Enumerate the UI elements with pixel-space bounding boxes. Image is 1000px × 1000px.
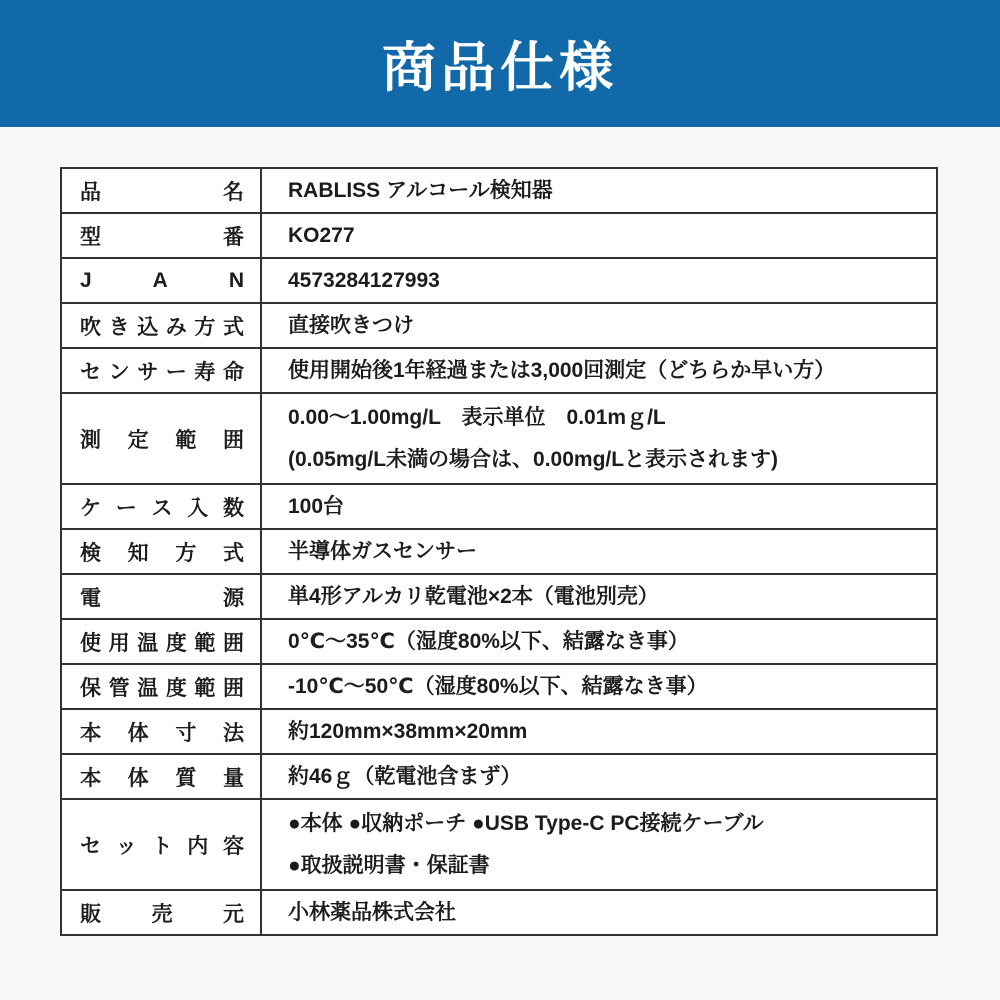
spec-value-line: 約120mm×38mm×20mm (288, 719, 528, 743)
spec-value-line: (0.05mg/L未満の場合は、0.00mg/Lと表示されます) (288, 447, 779, 471)
spec-value-product-name (262, 169, 936, 212)
spec-value-line: 半導体ガスセンサー (288, 539, 477, 563)
spec-value-set-contents (262, 800, 936, 889)
spec-row-storage-temp (62, 665, 936, 710)
spec-row-body-weight (62, 755, 936, 800)
spec-label-sensor-life: セ ン サ ー 寿 命 (62, 349, 262, 392)
spec-value-detection-method (262, 530, 936, 573)
spec-value-line: 使用開始後1年経過または3,000回測定（どちらか早い方） (288, 358, 836, 382)
spec-value-line: 0℃～35℃（湿度80%以下、結露なき事） (288, 629, 689, 653)
spec-row-set-contents (62, 800, 936, 891)
spec-value-line: 0.00～1.00mg/L 表示単位 0.01mｇ/L (288, 405, 666, 429)
spec-value-line: 4573284127993 (288, 268, 440, 292)
spec-value-seller (262, 891, 936, 934)
spec-value-body-weight (262, 755, 936, 798)
spec-row-product-name (62, 169, 936, 214)
spec-label-power-source: 電 源 (62, 575, 262, 618)
spec-row-seller (62, 891, 936, 934)
spec-value-sensor-life (262, 349, 936, 392)
spec-table (60, 167, 938, 936)
spec-value-line: ●本体 ●収納ポーチ ●USB Type-C PC接続ケーブル (288, 811, 764, 835)
spec-value-line: 約46ｇ（乾電池含まず） (288, 764, 522, 788)
spec-label-operating-temp: 使 用 温 度 範 囲 (62, 620, 262, 663)
spec-value-line: KO277 (288, 223, 355, 247)
header-banner (0, 0, 1000, 127)
spec-value-jan-code (262, 259, 936, 302)
spec-value-line: 単4形アルカリ乾電池×2本（電池別売） (288, 584, 659, 608)
spec-label-detection-method: 検 知 方 式 (62, 530, 262, 573)
spec-label-model-number: 型 番 (62, 214, 262, 257)
spec-value-measure-range (262, 394, 936, 483)
spec-value-line: 直接吹きつけ (288, 313, 414, 337)
spec-value-model-number (262, 214, 936, 257)
spec-label-body-weight: 本 体 質 量 (62, 755, 262, 798)
spec-label-seller: 販 売 元 (62, 891, 262, 934)
spec-label-case-quantity: ケ ー ス 入 数 (62, 485, 262, 528)
spec-row-operating-temp (62, 620, 936, 665)
spec-value-line: RABLISS アルコール検知器 (288, 178, 553, 202)
spec-value-line: -10℃～50℃（湿度80%以下、結露なき事） (288, 674, 708, 698)
page-title: 商品仕様 (382, 38, 618, 98)
spec-row-case-quantity (62, 485, 936, 530)
spec-row-sensor-life (62, 349, 936, 394)
spec-label-measure-range: 測 定 範 囲 (62, 394, 262, 483)
spec-row-blow-method (62, 304, 936, 349)
spec-value-case-quantity (262, 485, 936, 528)
spec-value-line: ●取扱説明書・保証書 (288, 853, 490, 877)
spec-value-storage-temp (262, 665, 936, 708)
spec-value-body-dimensions (262, 710, 936, 753)
spec-value-power-source (262, 575, 936, 618)
spec-value-line: 小林薬品株式会社 (288, 900, 456, 924)
spec-row-model-number (62, 214, 936, 259)
spec-label-jan-code: J A N (62, 259, 262, 302)
spec-label-product-name: 品 名 (62, 169, 262, 212)
spec-row-jan-code (62, 259, 936, 304)
spec-label-storage-temp: 保 管 温 度 範 囲 (62, 665, 262, 708)
spec-value-blow-method (262, 304, 936, 347)
spec-value-operating-temp (262, 620, 936, 663)
spec-label-blow-method: 吹 き 込 み 方 式 (62, 304, 262, 347)
spec-row-detection-method (62, 530, 936, 575)
spec-row-body-dimensions (62, 710, 936, 755)
spec-value-line: 100台 (288, 494, 345, 518)
spec-label-body-dimensions: 本 体 寸 法 (62, 710, 262, 753)
spec-row-power-source (62, 575, 936, 620)
spec-row-measure-range (62, 394, 936, 485)
spec-label-set-contents: セ ッ ト 内 容 (62, 800, 262, 889)
